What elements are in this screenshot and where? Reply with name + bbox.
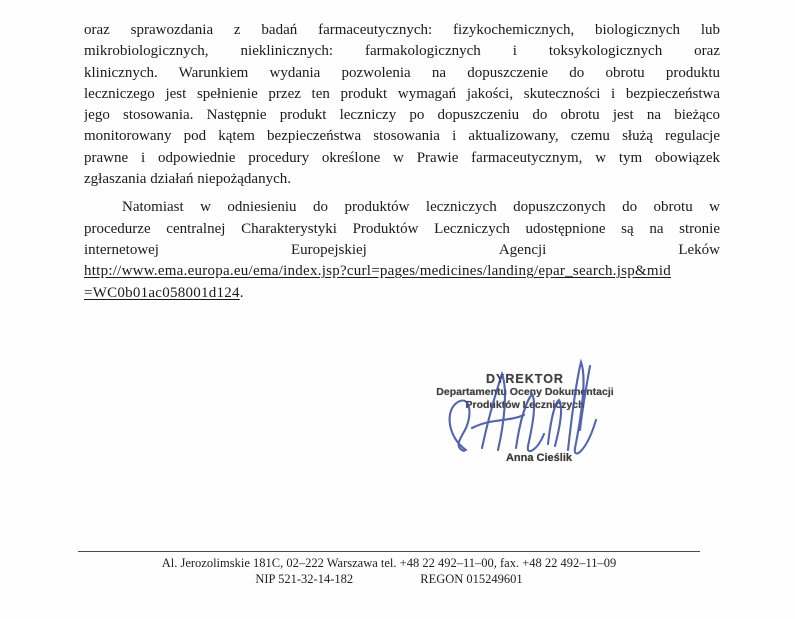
ema-url-text: =WC0b01ac058001d124 [84, 284, 240, 301]
letter-body [84, 20, 720, 304]
paragraph-2 [84, 197, 720, 303]
stamp-title: DYREKTOR [486, 372, 564, 386]
ema-url-line-2 [84, 283, 720, 304]
ema-url-line-1 [84, 261, 720, 282]
paragraph-1-line: oraz sprawozdania z badań farmaceutycznych: fizykochemicznych, biologicznych lub [84, 22, 720, 38]
spread-word: Europejskiej [291, 241, 367, 258]
paragraph-1-line: monitorowany pod kątem bezpieczeństwa stosowania i aktualizowany, czemu służą regulacje [84, 128, 720, 145]
paragraph-1 [84, 20, 720, 190]
signature-block [420, 372, 630, 464]
footer-registration [78, 571, 700, 587]
stamp-department-2: Produktów Leczniczych [465, 399, 585, 411]
ema-url-text: http://www.ema.europa.eu/ema/index.jsp?curl=pages/medicines/landing/epar_search.jsp&mid [84, 263, 671, 280]
url-terminator: . [239, 284, 244, 301]
footer-regon: REGON 015249601 [420, 572, 523, 586]
spread-word: internetowej [84, 241, 159, 258]
paragraph-1-line: mikrobiologicznych, nieklinicznych: farmakologicznych i toksykologicznych oraz [84, 43, 720, 60]
stamp-department: Departamentu Oceny Dokumentacji [436, 386, 614, 398]
paragraph-1-line: jego stosowania. Następnie produkt leczniczy po dopuszczeniu do obrotu jest na bieżąco [84, 107, 720, 124]
paragraph-1-line: klinicznych. Warunkiem wydania pozwolenia na dopuszczenie do obrotu produktu [84, 64, 720, 81]
footer [78, 551, 700, 587]
paragraph-2-line: procedurze centralnej Charakterystyki Produktów Leczniczych udostępnione są na stronie [84, 220, 720, 237]
paragraph-2-line: Natomiast w odniesieniu do produktów leczniczych dopuszczonych do obrotu w [122, 199, 720, 216]
paragraph-1-line: prawne i odpowiednie procedury określone w Prawie farmaceutycznym, w tym obowiązek [84, 149, 720, 166]
spread-word: Leków [678, 241, 720, 258]
paragraph-2-spread-line [84, 240, 720, 261]
footer-address: Al. Jerozolimskie 181C, 02–222 Warszawa tel. +48 22 492–11–00, fax. +48 22 492–11–09 [161, 556, 617, 570]
footer-nip: NIP 521-32-14-182 [255, 572, 354, 586]
spread-word: Agencji [498, 241, 547, 258]
signer-name: Anna Cieślik [505, 452, 573, 464]
paragraph-1-line: zgłaszania działań niepożądanych. [84, 171, 291, 188]
paragraph-1-line: leczniczego jest spełnienie przez ten produkt wymagań jakości, skuteczności i bezpieczeństwa [84, 85, 720, 102]
